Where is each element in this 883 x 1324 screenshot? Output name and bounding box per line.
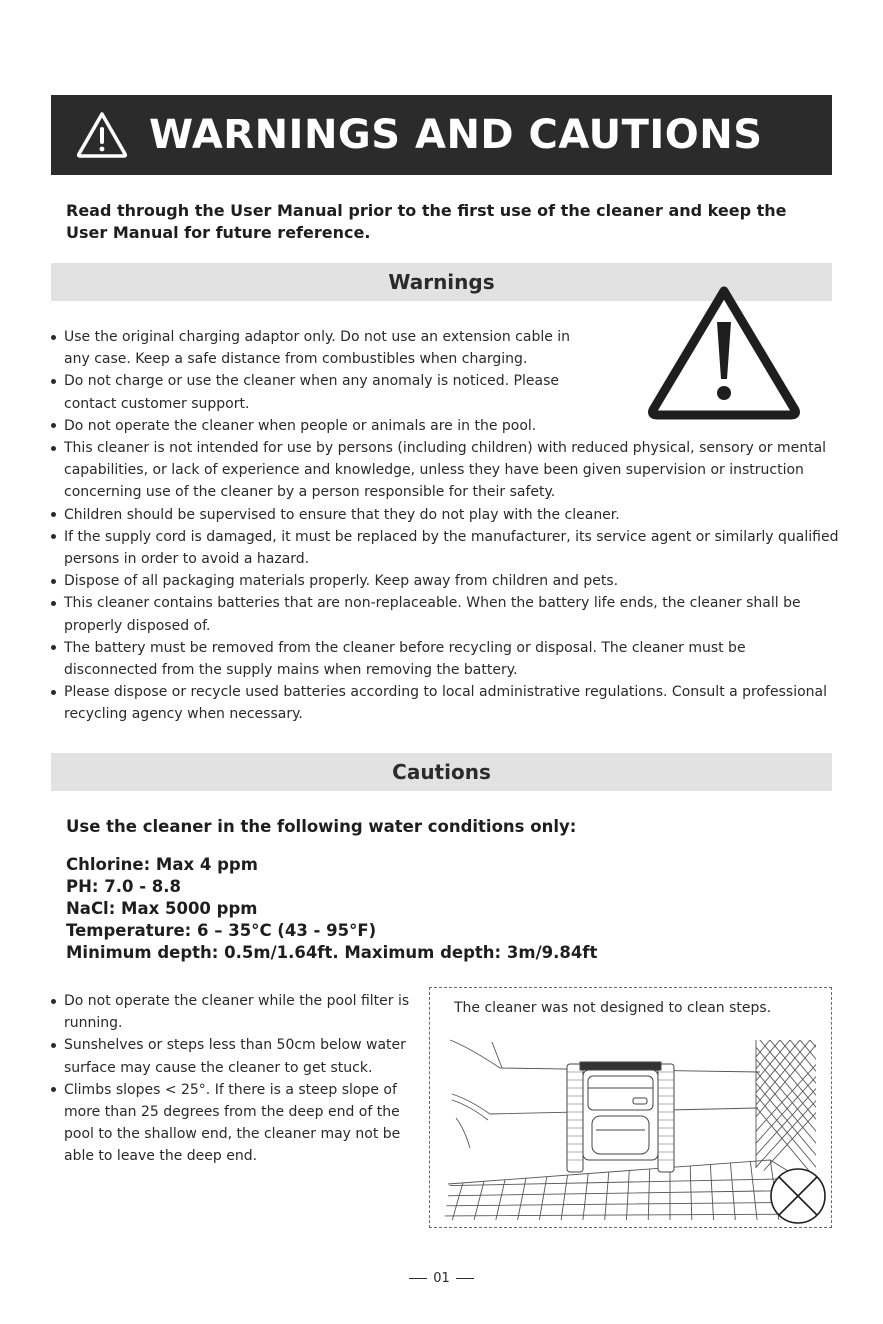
list-item: Climbs slopes < 25°. If there is a steep slope of more than 25 degrees from the deep end of the pool to the shallow end, the cleaner may not be able to leave the deep end. [51,1079,411,1168]
steps-illustration [429,987,832,1228]
warning-triangle-icon [75,110,129,160]
title-banner [51,95,832,175]
pool-steps-drawing [430,988,833,1229]
warnings-heading: Warnings [388,270,495,294]
list-item: The battery must be removed from the cleaner before recycling or disposal. The cleaner must be disconnected from the supply mains when removing the battery. [51,637,841,681]
list-item: Do not operate the cleaner when people or animals are in the pool. [51,415,841,437]
list-item: Sunshelves or steps less than 50cm below water surface may cause the cleaner to get stuck. [51,1034,411,1078]
cautions-list [51,990,411,1168]
page-title: WARNINGS AND CAUTIONS [149,112,763,158]
list-item: Please dispose or recycle used batteries according to local administrative regulations. Consult a professional recycling agency when necessary. [51,681,841,725]
water-condition: Temperature: 6 – 35°C (43 - 95°F) [66,921,377,940]
list-item: Use the original charging adaptor only. Do not use an extension cable in any case. Keep a safe distance from combustibles when charging. [51,326,841,370]
cautions-heading-bar [51,753,832,791]
prohibited-icon [771,1169,825,1223]
intro-text: Read through the User Manual prior to the first use of the cleaner and keep the User Manual for future reference. [66,201,787,242]
warnings-list [51,326,841,726]
water-condition: Minimum depth: 0.5m/1.64ft. Maximum depth: 3m/9.84ft [66,943,598,962]
list-item: Do not charge or use the cleaner when any anomaly is noticed. Please contact customer support. [51,370,841,414]
figure-caption: The cleaner was not designed to clean steps. [454,1000,772,1016]
water-conditions-list [66,854,597,964]
water-condition: Chlorine: Max 4 ppm [66,855,258,874]
list-item: Dispose of all packaging materials properly. Keep away from children and pets. [51,570,841,592]
list-item: This cleaner is not intended for use by persons (including children) with reduced physical, sensory or mental capabilities, or lack of experience and knowledge, unless they have been given supervision or instruction concerning use of the cleaner by a person responsible for their safety. [51,437,841,504]
cautions-heading: Cautions [392,760,491,784]
water-conditions-intro: Use the cleaner in the following water conditions only: [66,817,577,836]
list-item: If the supply cord is damaged, it must be replaced by the manufacturer, its service agent or similarly qualified persons in order to avoid a hazard. [51,526,841,570]
water-condition: PH: 7.0 - 8.8 [66,877,182,896]
list-item: Do not operate the cleaner while the pool filter is running. [51,990,411,1034]
list-item: Children should be supervised to ensure that they do not play with the cleaner. [51,504,841,526]
cleaner-robot [567,1062,674,1172]
water-condition: NaCl: Max 5000 ppm [66,899,258,918]
page-number: 01 [0,1271,883,1286]
list-item: This cleaner contains batteries that are non-replaceable. When the battery life ends, the cleaner shall be properly disposed of. [51,592,841,636]
